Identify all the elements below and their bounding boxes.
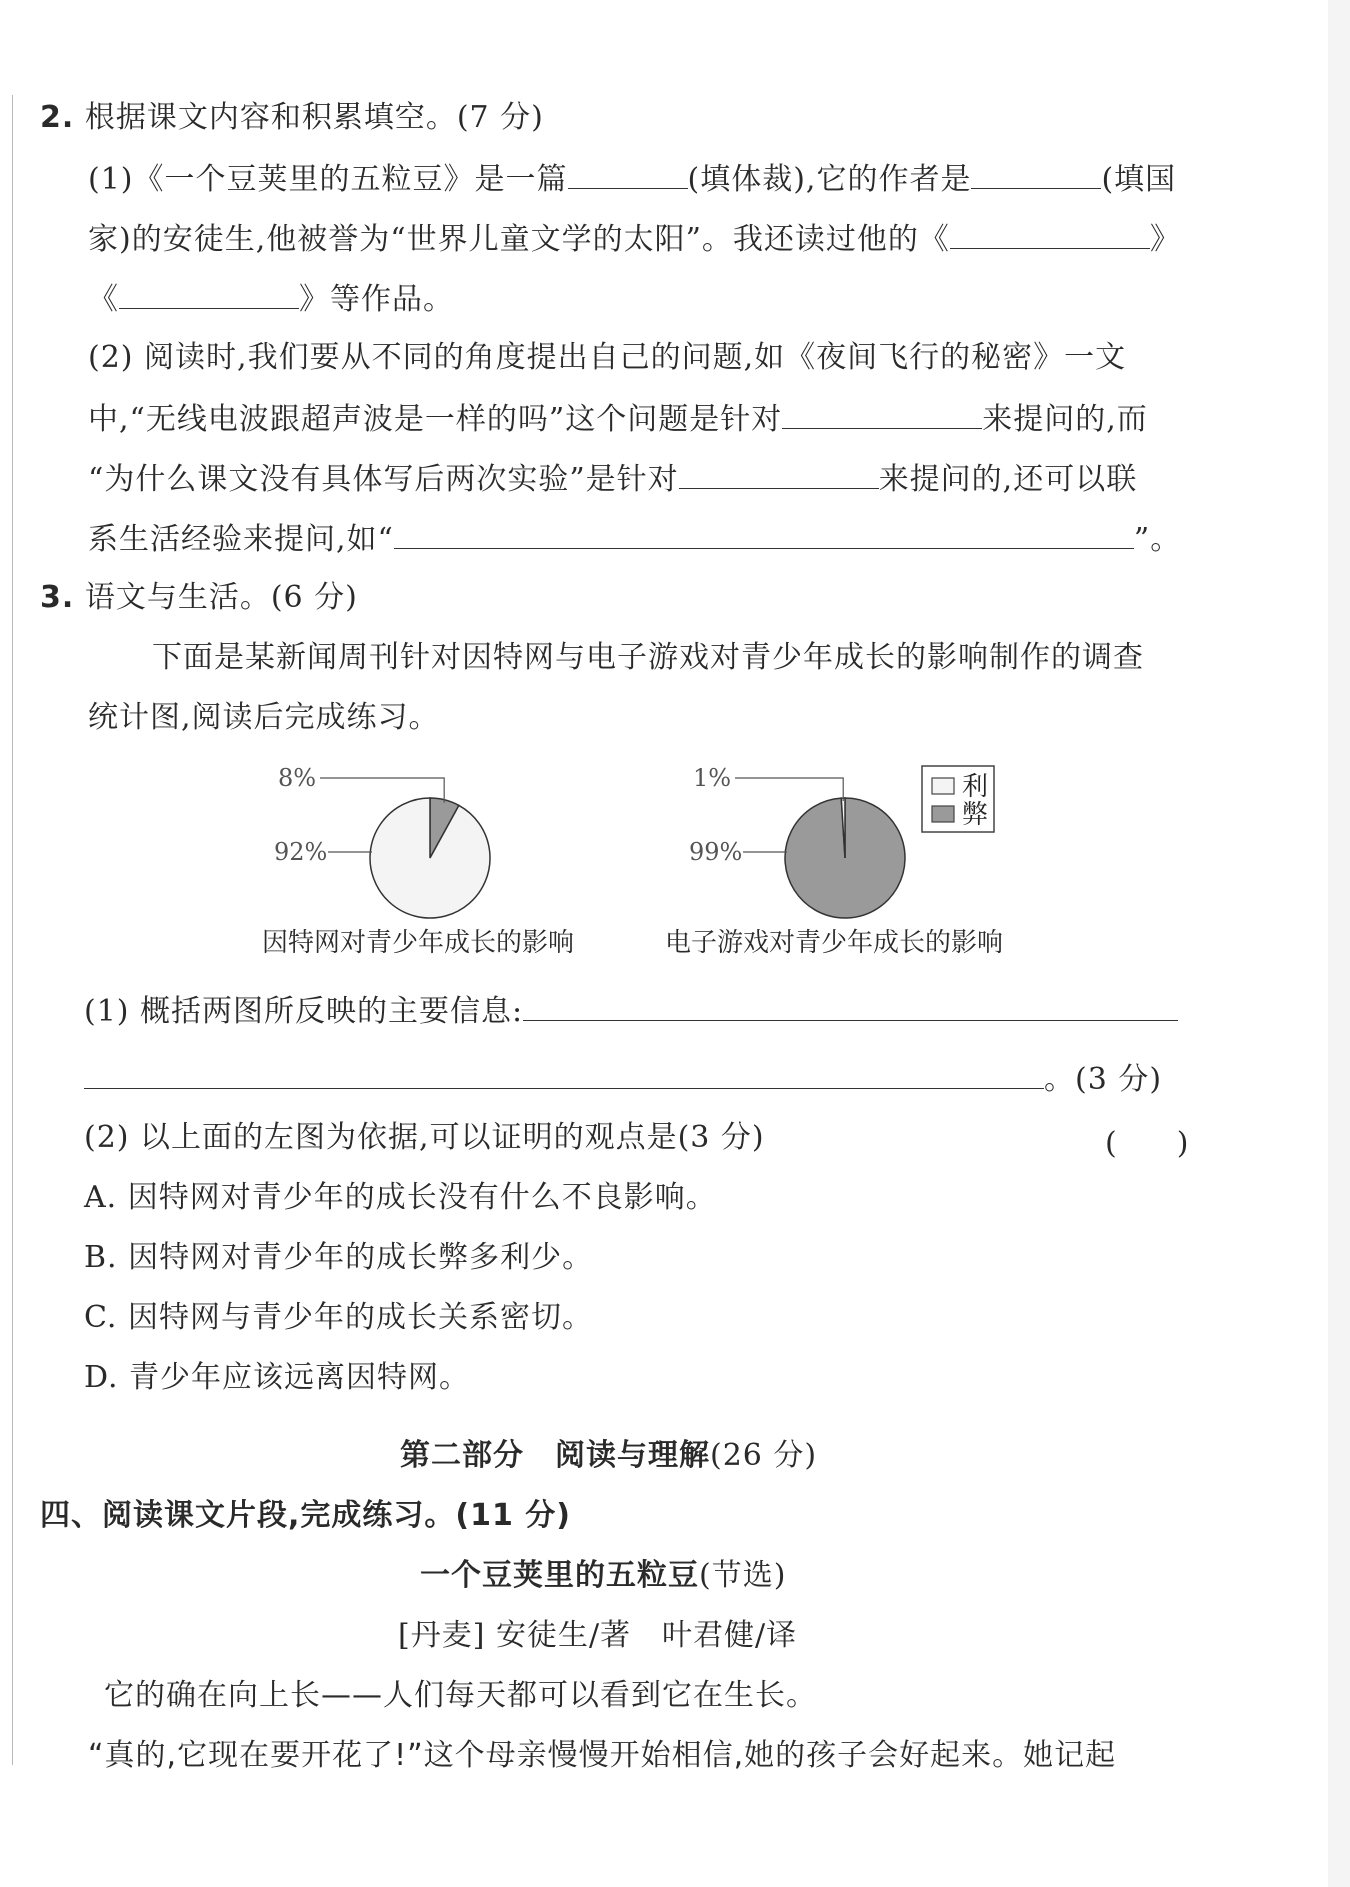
leader-line: [735, 778, 843, 801]
chart-legend: [922, 766, 994, 832]
q3-sub1-line2: [84, 1058, 1162, 1100]
pie-label-harm: 8%: [278, 764, 317, 792]
option-c: C. 因特网与青少年的成长关系密切。: [84, 1300, 593, 1335]
legend-swatch-benefit: [932, 778, 954, 794]
answer-blank-genre[interactable]: [568, 158, 688, 189]
q3-heading: [40, 578, 358, 618]
q2-p2-line3-text-b: 来提问的,还可以联: [878, 462, 1138, 497]
answer-blank-work1[interactable]: [950, 218, 1150, 249]
passage-line-1: 它的确在向上长——人们每天都可以看到它在生长。: [104, 1678, 817, 1713]
option-a: A. 因特网对青少年的成长没有什么不良影响。: [84, 1180, 717, 1215]
answer-blank-angle2[interactable]: [679, 458, 879, 489]
passage-title: [420, 1556, 786, 1596]
option-d: D. 青少年应该远离因特网。: [84, 1360, 471, 1395]
answer-blank-country[interactable]: [971, 158, 1101, 189]
passage-title-text: 一个豆荚里的五粒豆: [420, 1558, 699, 1593]
q2-p1-line3: [88, 278, 454, 320]
q3-sub1: [84, 990, 1178, 1032]
answer-choice-paren[interactable]: ( ): [1105, 1126, 1189, 1161]
q2-p2-line2: [88, 398, 1148, 440]
q3-number: 3.: [40, 580, 75, 615]
q2-title: 根据课文内容和积累填空。(7 分): [84, 100, 544, 135]
q2-p2-line3: [88, 458, 1137, 500]
answer-blank-example-question[interactable]: [394, 518, 1134, 549]
pie-chart-internet: [274, 764, 490, 918]
q2-p1-line1: [88, 158, 1176, 200]
pie-label-benefit: 92%: [274, 838, 328, 866]
legend-swatch-harm: [932, 806, 954, 822]
q2-p2-line3-text-a: “为什么课文没有具体写后两次实验”是针对: [88, 462, 679, 497]
passage-line-2: “真的,它现在要开花了!”这个母亲慢慢开始相信,她的孩子会好起来。她记起: [88, 1738, 1117, 1773]
answer-blank-summary-1[interactable]: [523, 990, 1178, 1021]
q2-p1-line2-text: 家)的安徒生,他被誉为“世界儿童文学的太阳”。我还读过他的《: [88, 222, 950, 257]
q2-p1-text-a: (1)《一个豆荚里的五粒豆》是一篇: [88, 162, 568, 197]
q2-p1-line2-close: 》: [1149, 222, 1181, 257]
pie-label-harm: 99%: [689, 838, 743, 866]
chart-title-games: 电子游戏对青少年成长的影响: [665, 928, 1004, 958]
part2-heading-score: (26 分): [710, 1438, 818, 1473]
q2-p2-line2-text-b: 来提问的,而: [982, 402, 1148, 437]
q2-p2-line4-text-a: 系生活经验来提问,如“: [88, 522, 394, 557]
option-b: B. 因特网对青少年的成长弊多利少。: [84, 1240, 594, 1275]
q2-p1-text-b: (填体裁),它的作者是: [687, 162, 972, 197]
q3-title: 语文与生活。(6 分): [84, 580, 358, 615]
q3-intro-line2: 统计图,阅读后完成练习。: [88, 700, 440, 735]
q2-p1-text-c: (填国: [1101, 162, 1177, 197]
q2-number: 2.: [40, 100, 75, 135]
pie-label-benefit: 1%: [693, 764, 732, 792]
q3-sub2: (2) 以上面的左图为依据,可以证明的观点是(3 分): [84, 1120, 765, 1155]
legend-label-harm: 弊: [962, 800, 989, 830]
q2-p1-line3-open: 《: [88, 282, 119, 317]
q2-p2-line4-text-b: ”。: [1133, 522, 1182, 557]
q3-sub1-label: (1) 概括两图所反映的主要信息:: [84, 994, 524, 1029]
q2-p1-line2: [88, 218, 1181, 260]
q2-p2-line1: (2) 阅读时,我们要从不同的角度提出自己的问题,如《夜间飞行的秘密》一文: [88, 340, 1127, 375]
legend-label-benefit: 利: [962, 772, 989, 802]
q2-p1-line3-text: 》等作品。: [299, 282, 454, 317]
q3-intro-line1: 下面是某新闻周刊针对因特网与电子游戏对青少年成长的影响制作的调查: [152, 640, 1144, 675]
answer-blank-summary-2[interactable]: [84, 1058, 1044, 1089]
q4-heading: 四、阅读课文片段,完成练习。(11 分): [40, 1498, 572, 1533]
chart-title-internet: 因特网对青少年成长的影响: [262, 928, 575, 958]
passage-byline: [丹麦] 安徒生/著 叶君健/译: [398, 1618, 798, 1653]
q3-sub1-score: 。(3 分): [1044, 1062, 1163, 1097]
q2-p2-line4: [88, 518, 1181, 560]
q2-heading: [40, 98, 544, 138]
pie-chart-games: [689, 764, 905, 918]
pie-slice-benefit: [370, 798, 490, 918]
part2-heading-text: 第二部分 阅读与理解: [400, 1438, 710, 1473]
passage-title-note: (节选): [699, 1558, 787, 1593]
answer-blank-work2[interactable]: [119, 278, 299, 309]
part2-heading: [400, 1436, 817, 1476]
q2-p2-line2-text-a: 中,“无线电波跟超声波是一样的吗”这个问题是针对: [88, 402, 783, 437]
answer-blank-angle1[interactable]: [782, 398, 982, 429]
